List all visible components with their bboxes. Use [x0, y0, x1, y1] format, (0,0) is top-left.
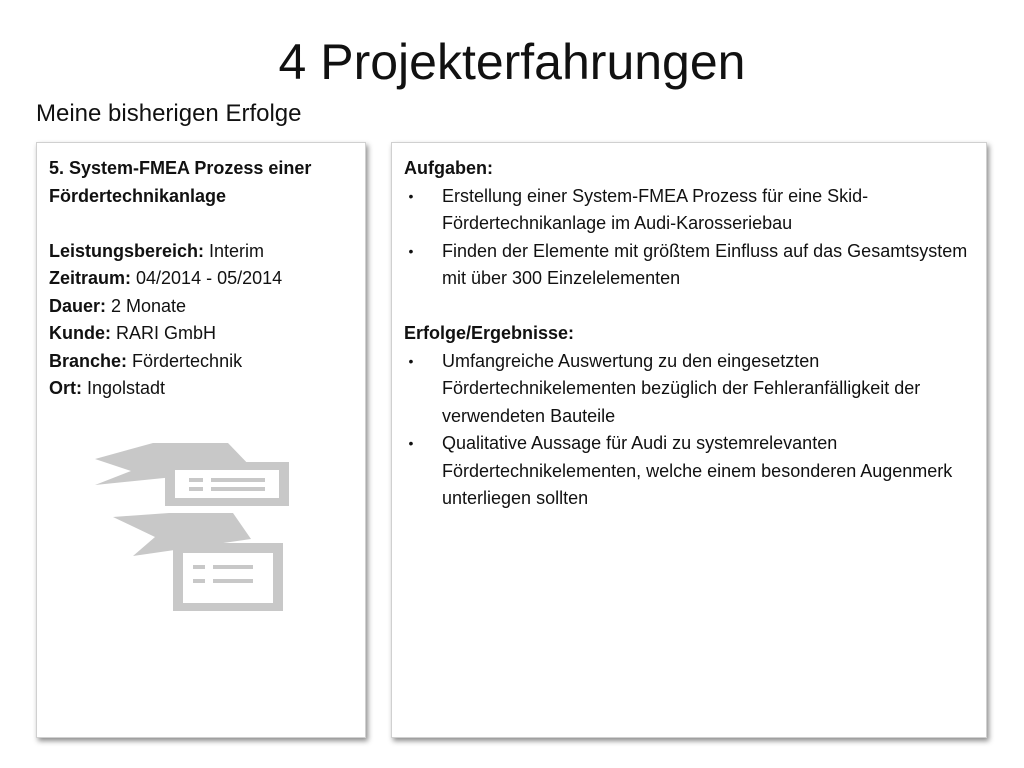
detail-ort	[49, 375, 353, 403]
results-list	[404, 348, 974, 513]
list-item	[404, 430, 974, 513]
detail-kunde	[49, 320, 353, 348]
detail-branche	[49, 348, 353, 376]
detail-label: Zeitraum:	[49, 268, 132, 288]
detail-label: Dauer:	[49, 295, 107, 316]
page-subtitle: Meine bisherigen Erfolge	[36, 100, 302, 127]
project-title: 5. System-FMEA Prozess einer Fördertechnikanlage	[49, 158, 312, 206]
tasks-heading: Aufgaben:	[404, 158, 493, 178]
project-summary-content	[49, 155, 353, 403]
results-heading: Erfolge/Ergebnisse:	[404, 323, 575, 343]
bullet-icon: •	[408, 187, 414, 204]
detail-value: 2 Monate	[106, 295, 187, 316]
list-item-text: Finden der Elemente mit größtem Einfluss auf das Gesamtsystem mit über 300 Einzelelementen	[442, 240, 968, 288]
project-details-content	[404, 155, 974, 513]
list-item	[404, 238, 974, 293]
detail-label: Ort:	[49, 378, 82, 398]
detail-label: Leistungsbereich:	[49, 240, 205, 261]
page-title: 4 Projekterfahrungen	[278, 34, 746, 90]
detail-dauer	[49, 293, 353, 321]
list-item	[404, 348, 974, 431]
spacer	[49, 210, 353, 238]
detail-value: Ingolstadt	[82, 378, 166, 398]
list-item-text: Umfangreiche Auswertung zu den eingesetzten Fördertechnikelementen bezüglich der Fehleranfälligkeit der verwendeten Bauteile	[442, 350, 921, 426]
list-item-text: Erstellung einer System-FMEA Prozess für eine Skid-Fördertechnikanlage im Audi-Karosseriebau	[442, 185, 869, 233]
tasks-list	[404, 183, 974, 293]
project-details-card	[391, 142, 987, 738]
bullet-icon: •	[408, 352, 414, 369]
spacer	[404, 293, 974, 321]
project-summary-card	[36, 142, 366, 738]
detail-value: Interim	[204, 240, 265, 261]
detail-label: Branche:	[49, 350, 128, 371]
bullet-icon: •	[408, 242, 414, 259]
list-item-text: Qualitative Aussage für Audi zu systemrelevanten Fördertechnikelementen, welche einem besonderen Augenmerk unterliegen sollten	[442, 433, 953, 508]
bullet-icon: •	[408, 435, 414, 451]
detail-value: Fördertechnik	[127, 350, 243, 371]
detail-label: Kunde:	[49, 323, 111, 343]
detail-leistungsbereich	[49, 238, 353, 266]
list-item	[404, 183, 974, 238]
document-flow-icon	[93, 441, 293, 616]
detail-zeitraum	[49, 265, 353, 293]
detail-value: 04/2014 - 05/2014	[131, 268, 283, 288]
detail-value: RARI GmbH	[111, 323, 217, 343]
